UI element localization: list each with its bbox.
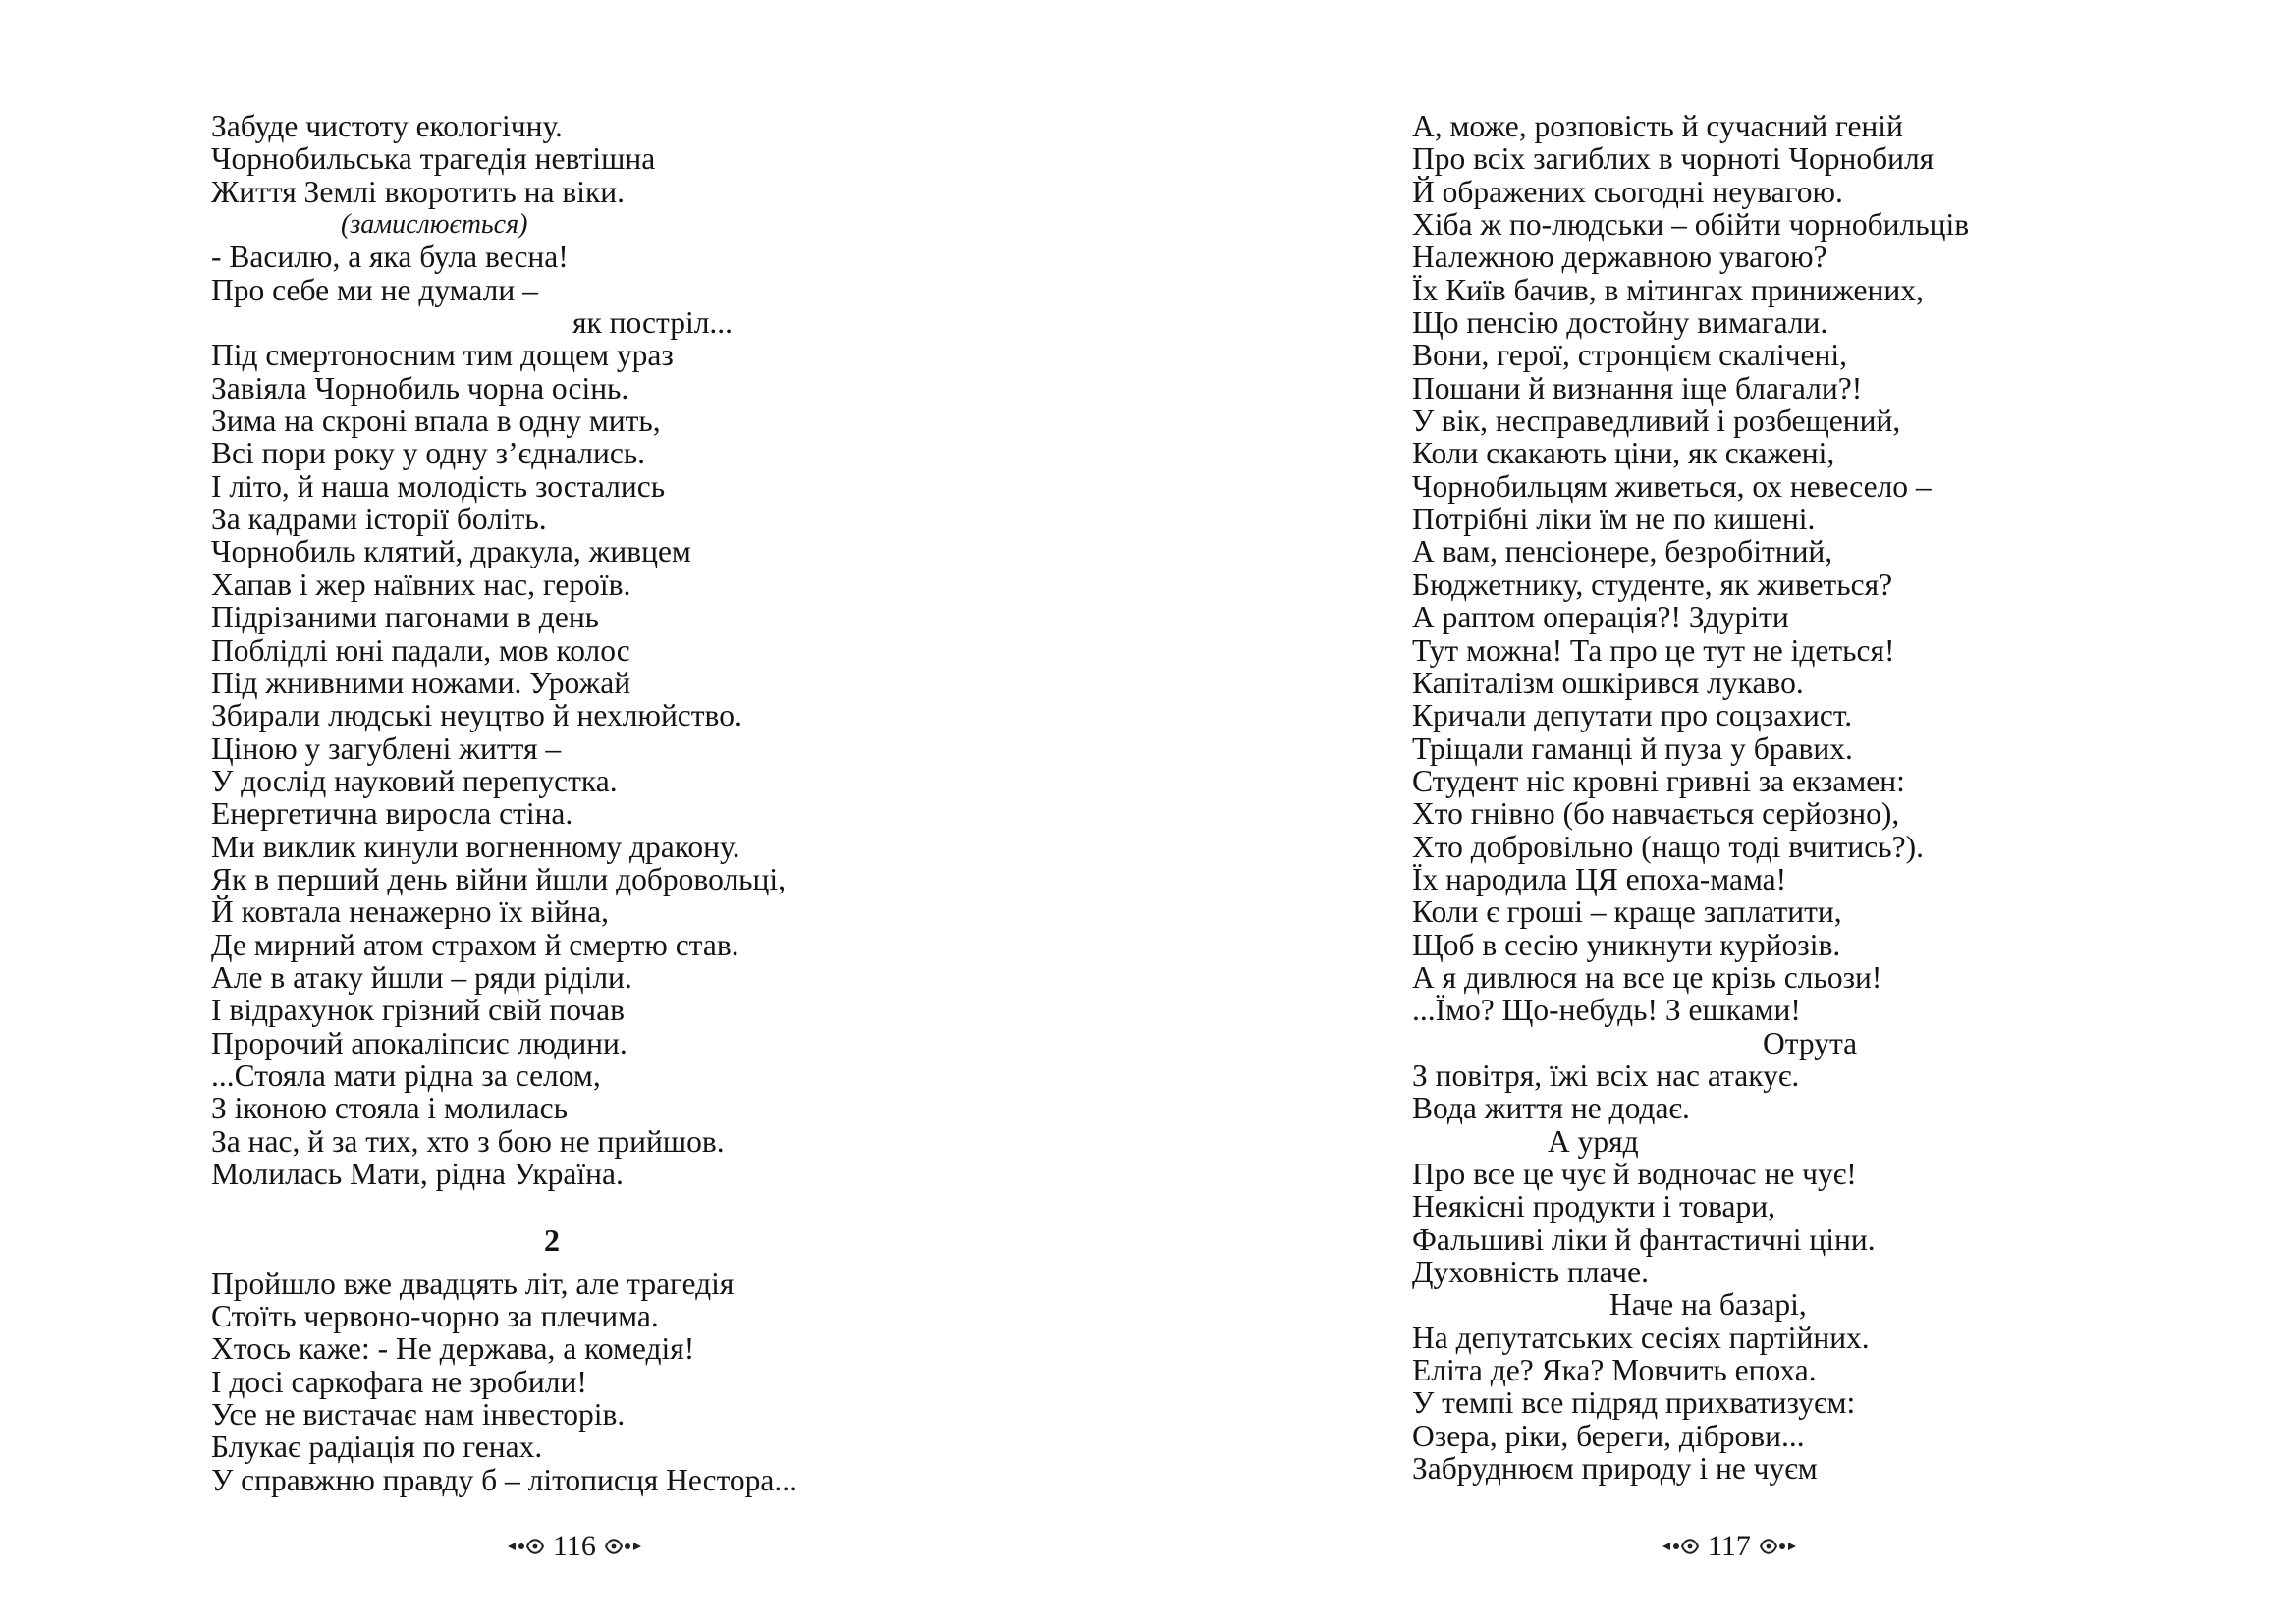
right-page <box>1145 0 2289 1624</box>
poem-line: Що пенсію достойну вимагали. <box>1412 305 1828 341</box>
poem-line: А вам, пенсіонере, безробітний, <box>1412 534 1833 569</box>
poem-stanza-dialogue <box>211 241 957 306</box>
poem-line: Пророчий апокаліпсис людини. <box>211 1025 627 1060</box>
poem-line: Чорнобиль клятий, дракула, живцем <box>211 534 691 569</box>
poem-line: Коли скакають ціни, як скажені, <box>1412 436 1835 471</box>
poem-line: Й ковтала ненажерно їх війна, <box>211 894 609 930</box>
poem-line: ...Стояла мати рідна за селом, <box>211 1057 601 1093</box>
poem-line: Життя Землі вкоротить на віки. <box>211 174 626 209</box>
poem-stanza-main <box>211 339 957 1190</box>
poem-text-left <box>211 110 957 1496</box>
poem-line: Коли є гроші – краще заплатити, <box>1412 894 1842 930</box>
poem-line: Ціною у загублені життя – <box>211 731 562 766</box>
poem-line: Й ображених сьогодні неувагою. <box>1412 174 1843 209</box>
poem-line: Хапав і жер наївних нас, героїв. <box>211 567 631 602</box>
page-number: 117 <box>1708 1530 1751 1562</box>
poem-line: І відрахунок грізний свій почав <box>211 993 625 1028</box>
poem-line: Еліта де? Яка? Мовчить епоха. <box>1412 1353 1817 1388</box>
poem-stanza-start <box>211 110 957 208</box>
page-number-footer <box>1661 1527 1798 1566</box>
poem-line: Тут можна! Та про це тут не ідеться! <box>1412 632 1895 668</box>
poem-line: Під смертоносним тим дощем ураз <box>211 338 674 373</box>
section-number: 2 <box>544 1222 560 1259</box>
poem-line: Під жнивними ножами. Урожай <box>211 665 631 700</box>
poem-line: - Василю, а яка була весна! <box>211 240 569 275</box>
poem-line: Підрізаними пагонами в день <box>211 600 600 635</box>
poem-line: Хто гнівно (бо навчається серйозно), <box>1412 796 1900 832</box>
poem-line: Щоб в сесію уникнути курйозів. <box>1412 927 1841 962</box>
poem-line: Капіталізм ошкірився лукаво. <box>1412 665 1804 700</box>
poem-line: Їх Київ бачив, в мітингах принижених, <box>1412 272 1924 307</box>
poem-line: Зима на скроні впала в одну мить, <box>211 404 661 439</box>
poem-line: Енергетична виросла стіна. <box>211 796 573 832</box>
poem-line: Чорнобильська трагедія невтішна <box>211 141 656 177</box>
poem-line: Озера, ріки, береги, діброви... <box>1412 1418 1805 1453</box>
poem-line: Молилась Мати, рідна Україна. <box>211 1157 624 1191</box>
poem-stanza-continued <box>1412 1158 2158 1288</box>
poem-line: Стоїть червоно-чорно за плечима. <box>211 1299 659 1334</box>
stage-direction: (замислюється) <box>341 209 528 241</box>
poem-line: Забуде чистоту екологічну. <box>211 109 563 143</box>
poem-line: Але в атаку йшли – ряди ріділи. <box>211 959 632 995</box>
poem-line: І досі саркофага не зробили! <box>211 1364 587 1399</box>
poem-line: З повітря, їжі всіх нас атакує. <box>1412 1057 1800 1093</box>
poem-line: Тріщали гаманці й пуза у бравих. <box>1412 731 1853 766</box>
poem-line: Про все це чує й водночас не чує! <box>1412 1157 1857 1191</box>
poem-line: А, може, розповість й сучасний геній <box>1412 109 1903 143</box>
poem-line: Про себе ми не думали – <box>211 272 538 307</box>
poem-line: Блукає радіація по генах. <box>211 1430 543 1465</box>
poem-line: За нас, й за тих, хто з бою не прийшов. <box>211 1123 725 1159</box>
poem-line: У вік, несправедливий і розбещений, <box>1412 404 1901 439</box>
ornament-right-icon <box>1759 1534 1798 1559</box>
poem-line: Пошани й визнання іще благали?! <box>1412 370 1863 406</box>
poem-line: Поблідлі юні падали, мов колос <box>211 632 630 668</box>
poem-line: Належною державною увагою? <box>1412 240 1827 275</box>
poem-stanza-end <box>1412 1322 2158 1486</box>
poem-stanza-section-2 <box>211 1268 957 1496</box>
poem-line: Де мирний атом страхом й смертю став. <box>211 927 739 962</box>
poem-line: Вони, герої, стронцієм скалічені, <box>1412 338 1847 373</box>
poem-line: Ми виклик кинули вогненному дракону. <box>211 829 740 864</box>
ornament-right-icon <box>604 1534 643 1559</box>
poem-line: Студент ніс кровні гривні за екзамен: <box>1412 763 1905 798</box>
poem-line: Їх народила ЦЯ епоха-мама! <box>1412 861 1787 896</box>
poem-line: У темпі все підряд прихватизуєм: <box>1412 1385 1856 1421</box>
page-number-footer <box>506 1527 643 1566</box>
poem-line: Хто добровільно (нащо тоді вчитись?). <box>1412 829 1924 864</box>
poem-text-right <box>1412 110 2158 1485</box>
poem-line: Забруднюєм природу і не чуєм <box>1412 1451 1818 1487</box>
poem-line: Духовність плаче. <box>1412 1255 1650 1290</box>
ornament-left-icon <box>1661 1534 1700 1559</box>
ornament-left-icon <box>506 1534 545 1559</box>
poem-line: Пройшло вже двадцять літ, але трагедія <box>211 1266 735 1301</box>
poem-stanza-continued <box>1412 1059 2158 1125</box>
poem-line: За кадрами історії боліть. <box>211 502 547 537</box>
poem-line: Потрібні ліки їм не по кишені. <box>1412 502 1816 537</box>
poem-line: Хіба ж по-людськи – обійти чорнобильців <box>1412 207 1970 243</box>
poem-line: Як в перший день війни йшли добровольці, <box>211 861 786 896</box>
poem-line: Кричали депутати про соцзахист. <box>1412 698 1853 733</box>
poem-step-line: Наче на базарі, <box>1609 1287 1807 1323</box>
poem-line: Збирали людські неуцтво й нехлюйство. <box>211 698 742 733</box>
poem-line: Хтось каже: - Не держава, а комедія! <box>211 1331 695 1367</box>
poem-line: Завіяла Чорнобиль чорна осінь. <box>211 370 629 406</box>
poem-step-line: А уряд <box>1548 1123 1639 1159</box>
poem-line: Бюджетнику, студенте, як живеться? <box>1412 567 1893 602</box>
poem-line: Про всіх загиблих в чорноті Чорнобиля <box>1412 141 1935 177</box>
poem-line: А я дивлюся на все це крізь сльози! <box>1412 959 1882 995</box>
left-page <box>0 0 1144 1624</box>
poem-line: І літо, й наша молодість зостались <box>211 468 666 504</box>
poem-line: ...Їмо? Що-небудь! З ешками! <box>1412 993 1801 1028</box>
poem-line: Чорнобильцям живеться, ох невесело – <box>1412 468 1932 504</box>
page-number: 116 <box>553 1530 596 1562</box>
poem-step-line: Отрута <box>1763 1025 1858 1060</box>
poem-line: Неякісні продукти і товари, <box>1412 1189 1776 1224</box>
poem-line: Усе не вистачає нам інвесторів. <box>211 1397 626 1433</box>
poem-line: У дослід науковий перепустка. <box>211 763 618 798</box>
poem-line: З іконою стояла і молилась <box>211 1091 568 1126</box>
poem-line: А раптом операція?! Здуріти <box>1412 600 1789 635</box>
poem-line: Вода життя не додає. <box>1412 1091 1690 1126</box>
poem-stanza-start <box>1412 110 2158 1027</box>
poem-line: У справжню правду б – літописця Нестора... <box>211 1462 798 1497</box>
poem-line: Фальшиві ліки й фантастичні ціни. <box>1412 1221 1876 1257</box>
poem-line: Всі пори року у одну з’єднались. <box>211 436 646 471</box>
poem-line: На депутатських сесіях партійних. <box>1412 1320 1870 1355</box>
poem-step-line: як постріл... <box>572 305 734 341</box>
